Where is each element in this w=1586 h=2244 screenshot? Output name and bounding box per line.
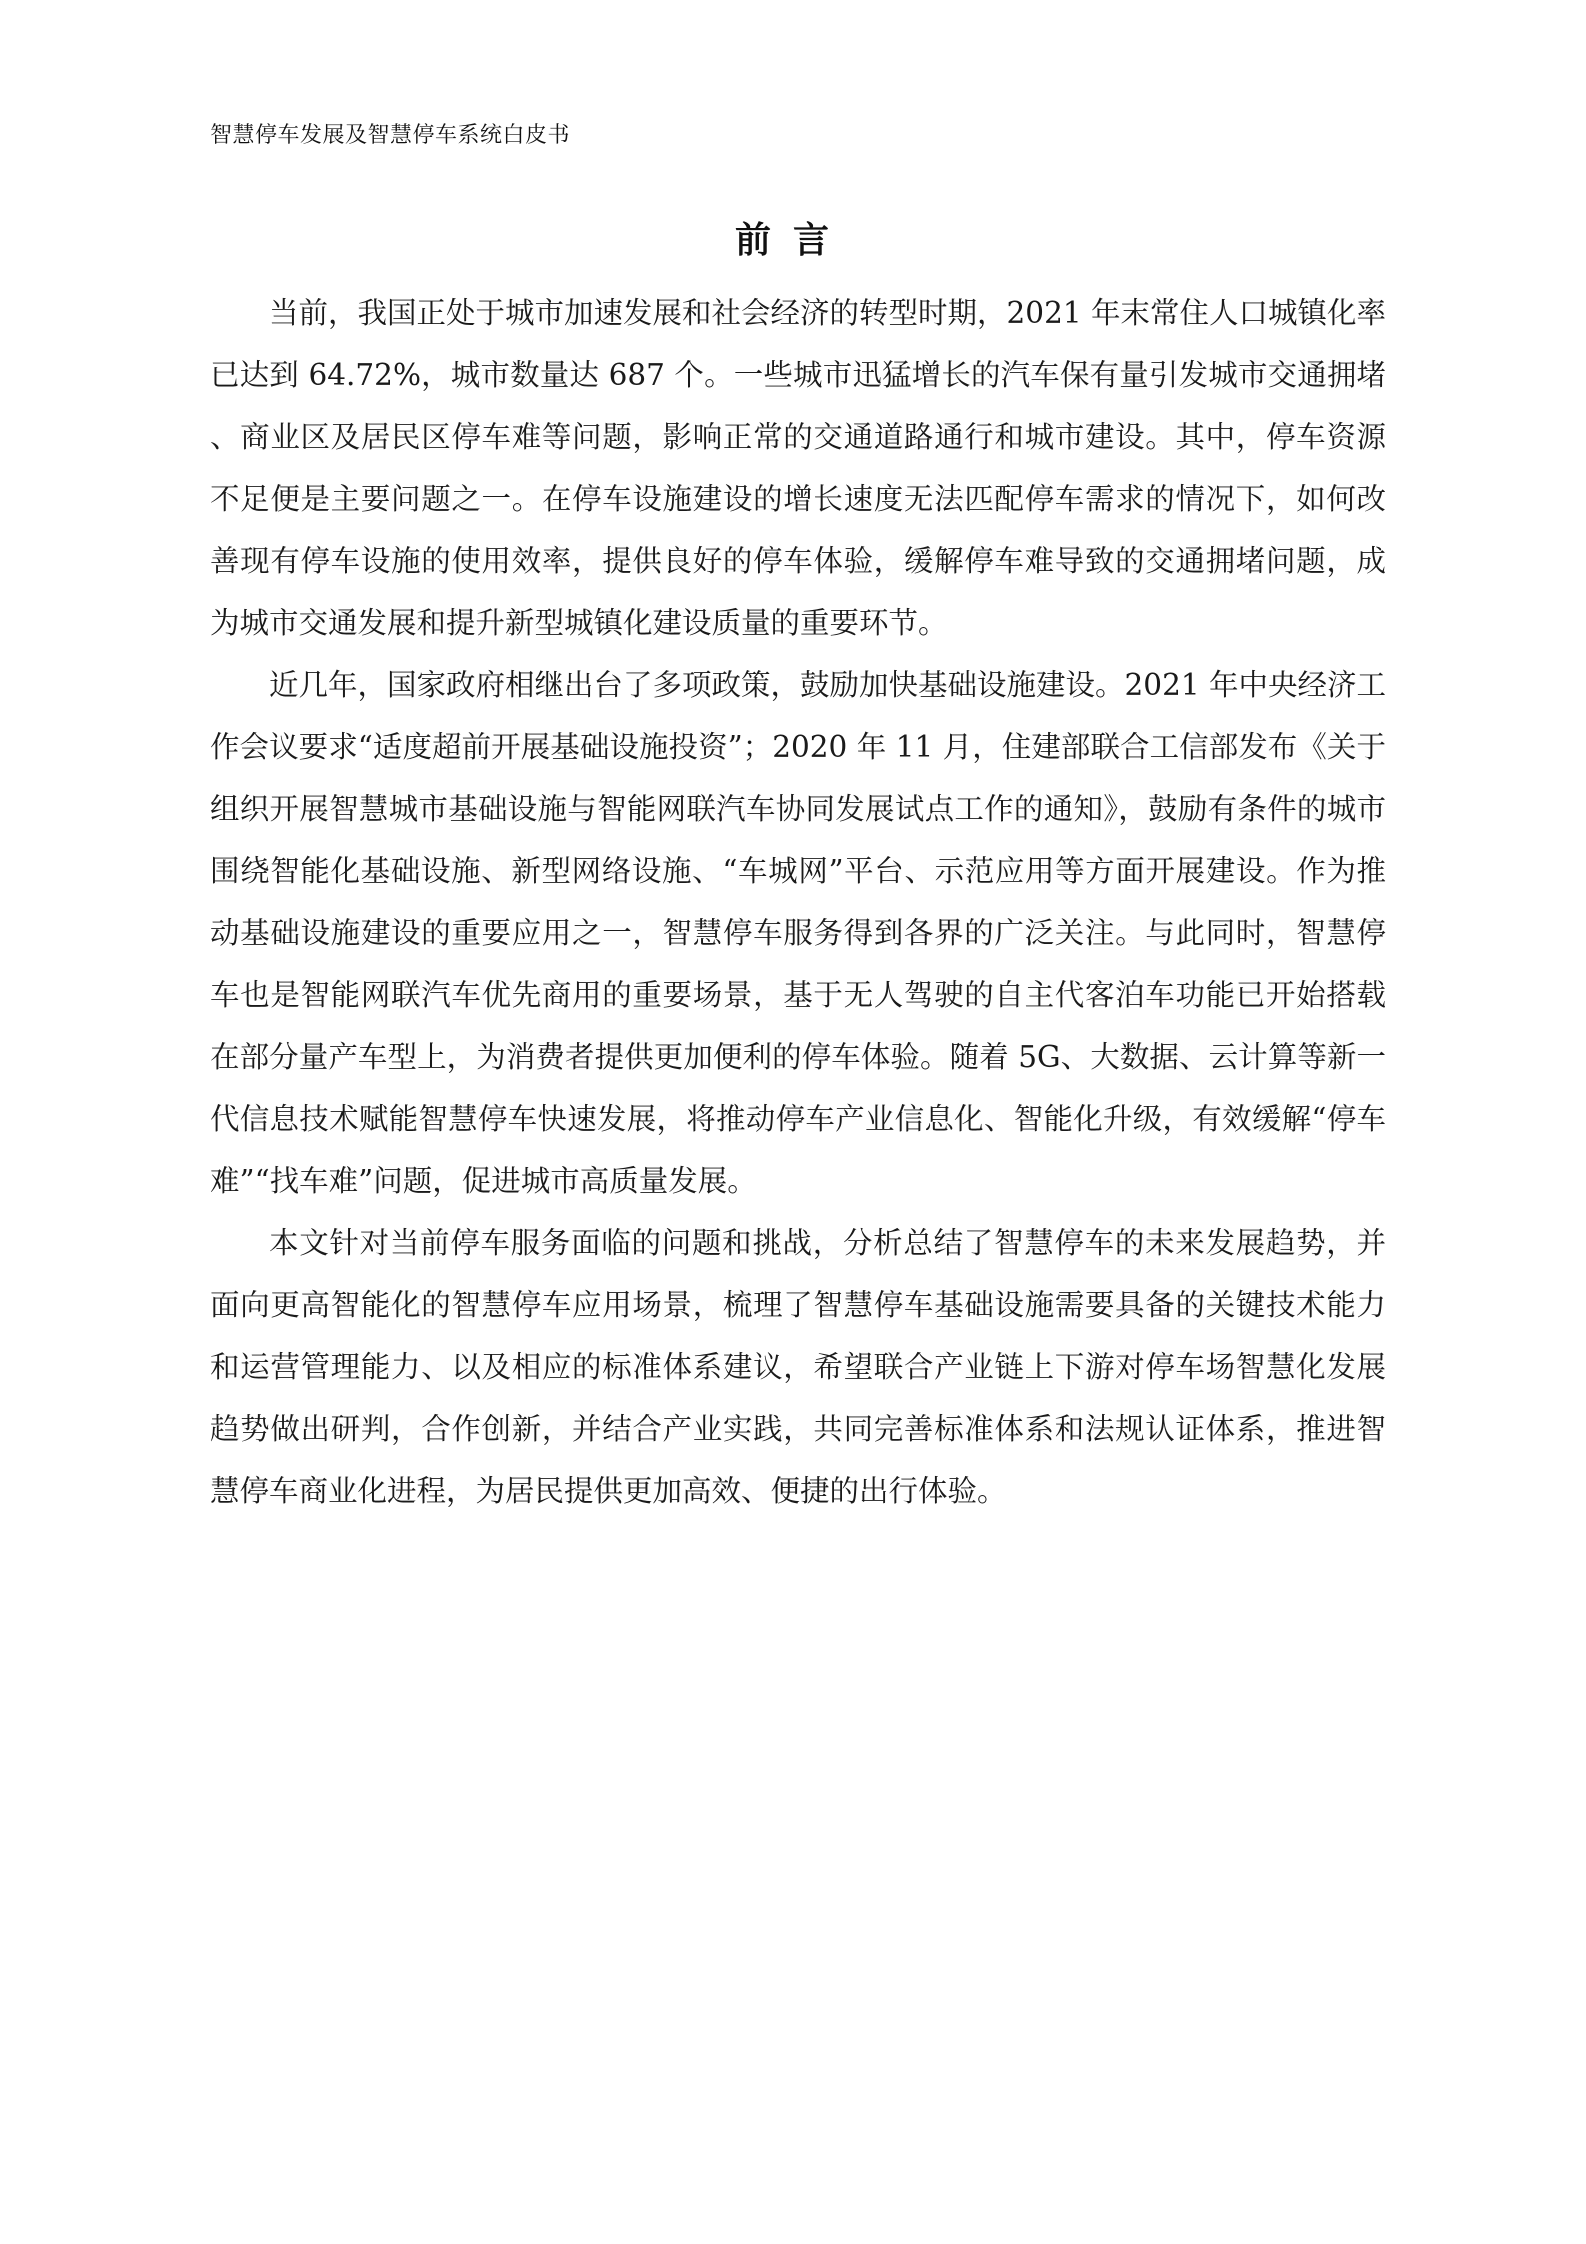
paragraph-3: 本文针对当前停车服务面临的问题和挑战，分析总结了智慧停车的未来发展趋势，并面向更高智能化的智慧停车应用场景，梳理了智慧停车基础设施需要具备的关键技术能力和运营管理能力、以及相应的标准体系建议，希望联合产业链上下游对停车场智慧化发展趋势做出研判，合作创新，并结合产业实践，共同完善标准体系和法规认证体系，推进智慧停车商业化进程，为居民提供更加高效、便捷的出行体验。 [210, 1226, 1386, 1508]
body-text [210, 282, 1386, 1522]
section-title: 前言 [734, 220, 851, 261]
running-header: 智慧停车发展及智慧停车系统白皮书 [210, 123, 571, 148]
paragraph-2: 近几年，国家政府相继出台了多项政策，鼓励加快基础设施建设。2021 年中央经济工作会议要求“适度超前开展基础设施投资”；2020 年 11 月，住建部联合工信部发布《关于组织开展智慧城市基础设施与智能网联汽车协同发展试点工作的通知》，鼓励有条件的城市围绕智能化基础设施、新型网络设施、“车城网”平台、示范应用等方面开展建设。作为推动基础设施建设的重要应用之一，智慧停车服务得到各界的广泛关注。与此同时，智慧停车也是智能网联汽车优先商用的重要场景，基于无人驾驶的自主代客泊车功能已开始搭载在部分量产车型上，为消费者提供更加便利的停车体验。随着 5G、大数据、云计算等新一代信息技术赋能智慧停车快速发展，将推动停车产业信息化、智能化升级，有效缓解“停车难”“找车难”问题，促进城市高质量发展。 [210, 668, 1386, 1198]
paragraph-1: 当前，我国正处于城市加速发展和社会经济的转型时期，2021 年末常住人口城镇化率已达到 64.72%，城市数量达 687 个。一些城市迅猛增长的汽车保有量引发城市交通拥堵、商业区及居民区停车难等问题，影响正常的交通道路通行和城市建设。其中，停车资源不足便是主要问题之一。在停车设施建设的增长速度无法匹配停车需求的情况下，如何改善现有停车设施的使用效率，提供良好的停车体验，缓解停车难导致的交通拥堵问题，成为城市交通发展和提升新型城镇化建设质量的重要环节。 [210, 296, 1386, 640]
